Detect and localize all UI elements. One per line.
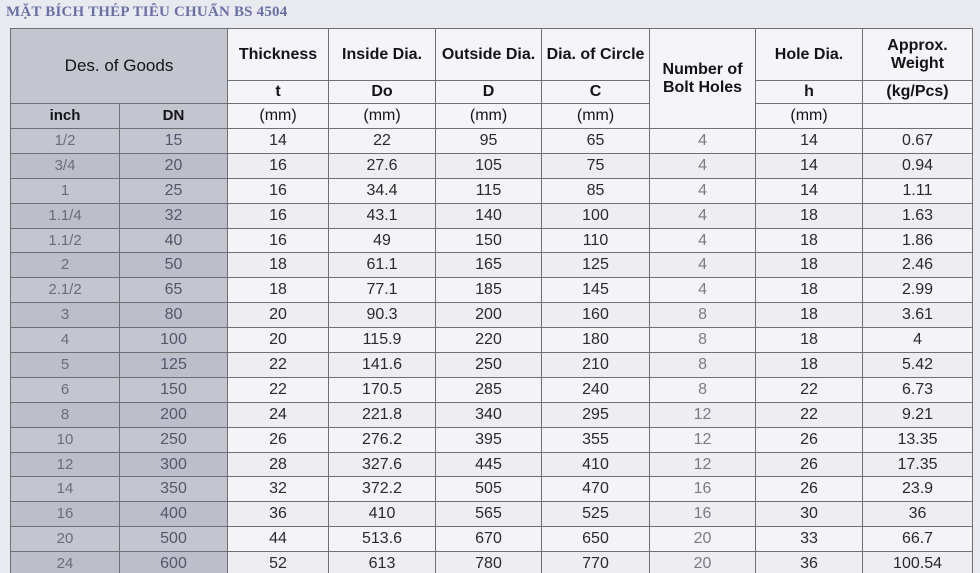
cell-hole-dia: 22 [756, 377, 863, 402]
cell-circle-dia: 145 [542, 278, 650, 303]
cell-outside-dia: 780 [436, 552, 542, 573]
cell-bolt-holes: 4 [650, 228, 756, 253]
cell-bolt-holes: 4 [650, 178, 756, 203]
cell-inside-dia: 141.6 [329, 353, 436, 378]
cell-weight: 9.21 [863, 402, 973, 427]
cell-weight: 66.7 [863, 527, 973, 552]
cell-bolt-holes: 8 [650, 328, 756, 353]
cell-weight: 1.86 [863, 228, 973, 253]
cell-circle-dia: 770 [542, 552, 650, 573]
cell-weight: 1.11 [863, 178, 973, 203]
table-row [11, 477, 973, 502]
cell-inside-dia: 90.3 [329, 303, 436, 328]
cell-hole-dia: 26 [756, 427, 863, 452]
cell-dn: 150 [120, 377, 228, 402]
table-row [11, 129, 973, 154]
cell-dn: 15 [120, 129, 228, 154]
cell-inside-dia: 327.6 [329, 452, 436, 477]
cell-dn: 500 [120, 527, 228, 552]
cell-hole-dia: 18 [756, 278, 863, 303]
cell-hole-dia: 26 [756, 452, 863, 477]
cell-circle-dia: 525 [542, 502, 650, 527]
cell-circle-dia: 355 [542, 427, 650, 452]
cell-dn: 80 [120, 303, 228, 328]
cell-thickness: 14 [228, 129, 329, 154]
cell-outside-dia: 165 [436, 253, 542, 278]
cell-inside-dia: 34.4 [329, 178, 436, 203]
cell-thickness: 24 [228, 402, 329, 427]
header-outside-symbol: D [436, 81, 542, 104]
table-row [11, 353, 973, 378]
table-row [11, 203, 973, 228]
cell-bolt-holes: 12 [650, 427, 756, 452]
cell-thickness: 36 [228, 502, 329, 527]
cell-dn: 300 [120, 452, 228, 477]
cell-inch: 4 [11, 328, 120, 353]
cell-thickness: 20 [228, 303, 329, 328]
cell-hole-dia: 26 [756, 477, 863, 502]
cell-thickness: 22 [228, 377, 329, 402]
cell-weight: 5.42 [863, 353, 973, 378]
cell-inch: 12 [11, 452, 120, 477]
cell-hole-dia: 14 [756, 153, 863, 178]
cell-bolt-holes: 8 [650, 353, 756, 378]
cell-inch: 8 [11, 402, 120, 427]
cell-outside-dia: 505 [436, 477, 542, 502]
cell-inch: 6 [11, 377, 120, 402]
cell-hole-dia: 36 [756, 552, 863, 573]
cell-weight: 0.94 [863, 153, 973, 178]
table-row [11, 153, 973, 178]
cell-thickness: 18 [228, 278, 329, 303]
cell-weight: 36 [863, 502, 973, 527]
cell-inch: 1.1/4 [11, 203, 120, 228]
cell-inside-dia: 410 [329, 502, 436, 527]
cell-circle-dia: 210 [542, 353, 650, 378]
table-row [11, 303, 973, 328]
cell-outside-dia: 250 [436, 353, 542, 378]
cell-dn: 400 [120, 502, 228, 527]
cell-inside-dia: 22 [329, 129, 436, 154]
cell-outside-dia: 340 [436, 402, 542, 427]
cell-circle-dia: 100 [542, 203, 650, 228]
cell-thickness: 26 [228, 427, 329, 452]
cell-inch: 1.1/2 [11, 228, 120, 253]
cell-inch: 1 [11, 178, 120, 203]
flange-spec-table [10, 28, 973, 573]
cell-thickness: 16 [228, 153, 329, 178]
cell-weight: 100.54 [863, 552, 973, 573]
cell-weight: 4 [863, 328, 973, 353]
cell-outside-dia: 565 [436, 502, 542, 527]
cell-hole-dia: 22 [756, 402, 863, 427]
table-row [11, 427, 973, 452]
cell-inch: 14 [11, 477, 120, 502]
cell-hole-dia: 18 [756, 203, 863, 228]
header-inch: inch [11, 104, 120, 129]
cell-inch: 20 [11, 527, 120, 552]
cell-outside-dia: 185 [436, 278, 542, 303]
cell-circle-dia: 295 [542, 402, 650, 427]
cell-outside-dia: 150 [436, 228, 542, 253]
cell-outside-dia: 220 [436, 328, 542, 353]
cell-inch: 5 [11, 353, 120, 378]
table-row [11, 402, 973, 427]
cell-outside-dia: 285 [436, 377, 542, 402]
cell-weight: 2.99 [863, 278, 973, 303]
header-outside-dia: Outside Dia. [436, 29, 542, 81]
cell-outside-dia: 140 [436, 203, 542, 228]
cell-weight: 23.9 [863, 477, 973, 502]
header-outside-unit: (mm) [436, 104, 542, 129]
cell-dn: 350 [120, 477, 228, 502]
cell-bolt-holes: 16 [650, 502, 756, 527]
table-row [11, 452, 973, 477]
table-row [11, 278, 973, 303]
cell-dn: 32 [120, 203, 228, 228]
cell-hole-dia: 14 [756, 129, 863, 154]
cell-thickness: 16 [228, 178, 329, 203]
cell-outside-dia: 395 [436, 427, 542, 452]
cell-hole-dia: 18 [756, 228, 863, 253]
header-circle-unit: (mm) [542, 104, 650, 129]
cell-circle-dia: 240 [542, 377, 650, 402]
cell-thickness: 18 [228, 253, 329, 278]
header-weight: Approx. Weight [863, 29, 973, 81]
cell-weight: 1.63 [863, 203, 973, 228]
cell-inside-dia: 27.6 [329, 153, 436, 178]
cell-inch: 1/2 [11, 129, 120, 154]
cell-inside-dia: 170.5 [329, 377, 436, 402]
cell-thickness: 28 [228, 452, 329, 477]
cell-dn: 20 [120, 153, 228, 178]
cell-hole-dia: 33 [756, 527, 863, 552]
header-circle-dia: Dia. of Circle [542, 29, 650, 81]
cell-circle-dia: 65 [542, 129, 650, 154]
cell-inside-dia: 77.1 [329, 278, 436, 303]
cell-inside-dia: 221.8 [329, 402, 436, 427]
cell-hole-dia: 18 [756, 303, 863, 328]
cell-dn: 125 [120, 353, 228, 378]
cell-circle-dia: 410 [542, 452, 650, 477]
page-title: MẶT BÍCH THÉP TIÊU CHUẨN BS 4504 [6, 4, 288, 20]
table-row [11, 552, 973, 573]
cell-bolt-holes: 20 [650, 527, 756, 552]
cell-outside-dia: 95 [436, 129, 542, 154]
cell-circle-dia: 110 [542, 228, 650, 253]
cell-inch: 10 [11, 427, 120, 452]
cell-weight: 0.67 [863, 129, 973, 154]
header-circle-symbol: C [542, 81, 650, 104]
cell-thickness: 16 [228, 203, 329, 228]
cell-bolt-holes: 8 [650, 377, 756, 402]
cell-bolt-holes: 4 [650, 278, 756, 303]
cell-dn: 65 [120, 278, 228, 303]
cell-weight: 6.73 [863, 377, 973, 402]
header-weight-blank [863, 104, 973, 129]
cell-thickness: 20 [228, 328, 329, 353]
header-hole-symbol: h [756, 81, 863, 104]
cell-inside-dia: 513.6 [329, 527, 436, 552]
cell-hole-dia: 14 [756, 178, 863, 203]
cell-inch: 24 [11, 552, 120, 573]
cell-circle-dia: 470 [542, 477, 650, 502]
table-row [11, 228, 973, 253]
cell-bolt-holes: 4 [650, 129, 756, 154]
cell-inside-dia: 115.9 [329, 328, 436, 353]
header-dn: DN [120, 104, 228, 129]
cell-bolt-holes: 4 [650, 253, 756, 278]
header-hole-unit: (mm) [756, 104, 863, 129]
cell-circle-dia: 650 [542, 527, 650, 552]
header-hole-dia: Hole Dia. [756, 29, 863, 81]
cell-inside-dia: 372.2 [329, 477, 436, 502]
cell-bolt-holes: 12 [650, 452, 756, 477]
table-row [11, 527, 973, 552]
cell-weight: 13.35 [863, 427, 973, 452]
header-thickness-unit: (mm) [228, 104, 329, 129]
cell-inside-dia: 276.2 [329, 427, 436, 452]
cell-outside-dia: 445 [436, 452, 542, 477]
cell-bolt-holes: 20 [650, 552, 756, 573]
cell-weight: 3.61 [863, 303, 973, 328]
cell-dn: 100 [120, 328, 228, 353]
cell-dn: 250 [120, 427, 228, 452]
header-thickness: Thickness [228, 29, 329, 81]
cell-circle-dia: 85 [542, 178, 650, 203]
cell-bolt-holes: 8 [650, 303, 756, 328]
header-inside-symbol: Do [329, 81, 436, 104]
cell-weight: 2.46 [863, 253, 973, 278]
cell-inch: 3/4 [11, 153, 120, 178]
cell-dn: 600 [120, 552, 228, 573]
table-row [11, 178, 973, 203]
cell-outside-dia: 115 [436, 178, 542, 203]
cell-inside-dia: 43.1 [329, 203, 436, 228]
cell-outside-dia: 105 [436, 153, 542, 178]
cell-inch: 3 [11, 303, 120, 328]
cell-bolt-holes: 4 [650, 153, 756, 178]
cell-inside-dia: 49 [329, 228, 436, 253]
cell-hole-dia: 30 [756, 502, 863, 527]
header-bolt-holes: Number of Bolt Holes [650, 29, 756, 129]
cell-outside-dia: 200 [436, 303, 542, 328]
cell-dn: 50 [120, 253, 228, 278]
cell-thickness: 16 [228, 228, 329, 253]
cell-hole-dia: 18 [756, 253, 863, 278]
cell-circle-dia: 125 [542, 253, 650, 278]
cell-bolt-holes: 12 [650, 402, 756, 427]
cell-thickness: 44 [228, 527, 329, 552]
cell-inch: 2 [11, 253, 120, 278]
cell-inch: 2.1/2 [11, 278, 120, 303]
header-weight-unit: (kg/Pcs) [863, 81, 973, 104]
cell-circle-dia: 180 [542, 328, 650, 353]
header-goods: Des. of Goods [11, 29, 228, 104]
cell-inside-dia: 613 [329, 552, 436, 573]
cell-bolt-holes: 4 [650, 203, 756, 228]
table-row [11, 377, 973, 402]
cell-hole-dia: 18 [756, 328, 863, 353]
cell-bolt-holes: 16 [650, 477, 756, 502]
cell-circle-dia: 75 [542, 153, 650, 178]
header-thickness-symbol: t [228, 81, 329, 104]
cell-dn: 40 [120, 228, 228, 253]
table-row [11, 253, 973, 278]
cell-inch: 16 [11, 502, 120, 527]
cell-thickness: 32 [228, 477, 329, 502]
cell-dn: 200 [120, 402, 228, 427]
cell-thickness: 52 [228, 552, 329, 573]
cell-circle-dia: 160 [542, 303, 650, 328]
cell-inside-dia: 61.1 [329, 253, 436, 278]
table-row [11, 328, 973, 353]
cell-hole-dia: 18 [756, 353, 863, 378]
header-inside-dia: Inside Dia. [329, 29, 436, 81]
header-inside-unit: (mm) [329, 104, 436, 129]
cell-weight: 17.35 [863, 452, 973, 477]
table-body [11, 129, 973, 573]
cell-dn: 25 [120, 178, 228, 203]
cell-outside-dia: 670 [436, 527, 542, 552]
cell-thickness: 22 [228, 353, 329, 378]
table-row [11, 502, 973, 527]
